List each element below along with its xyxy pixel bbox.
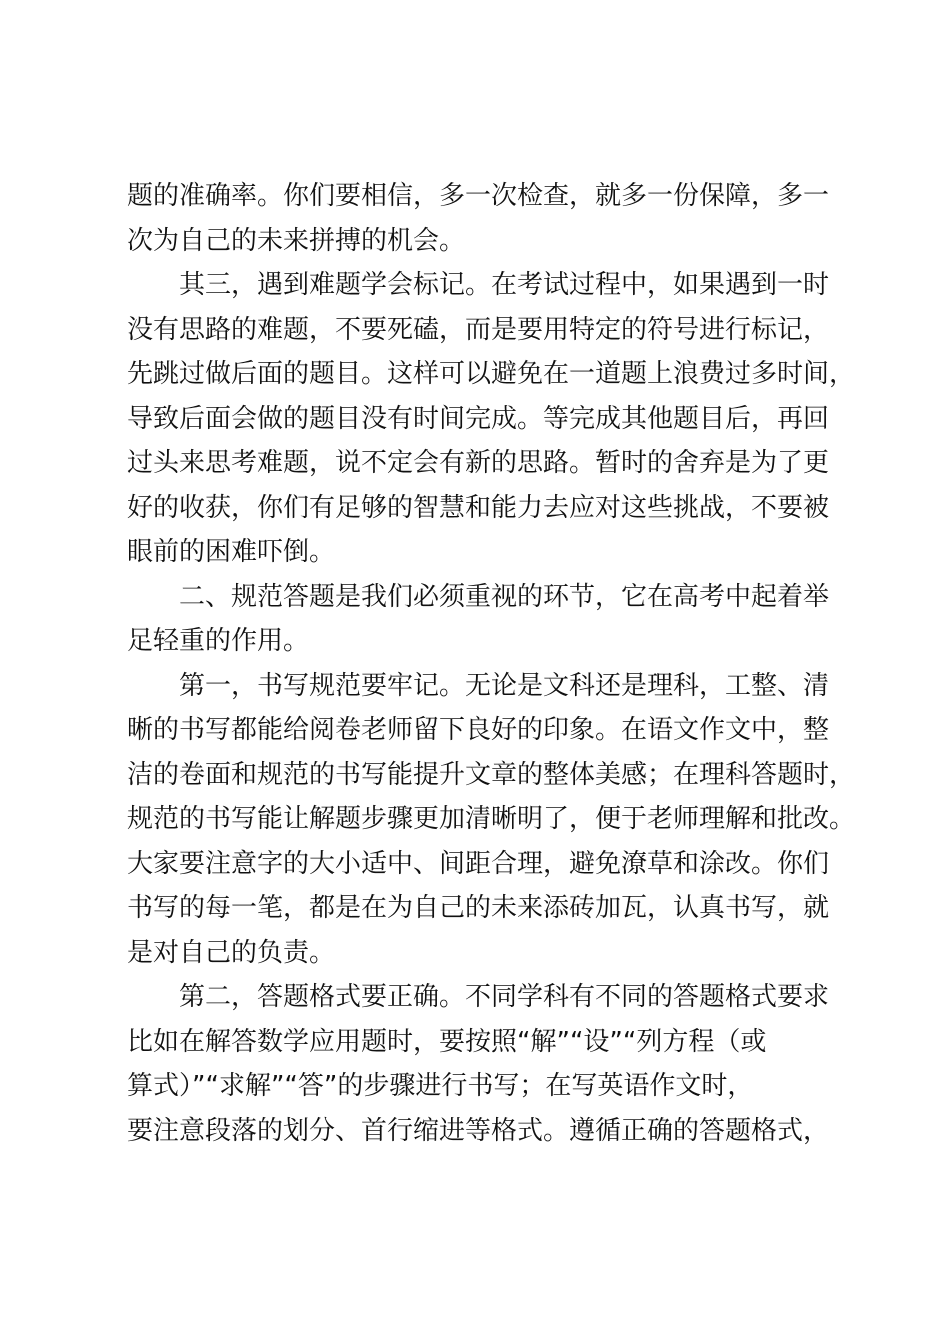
text-line: 洁的卷面和规范的书写能提升文章的整体美感；在理科答题时，: [127, 759, 856, 790]
paragraph-first-line: 第二，答题格式要正确。不同学科有不同的答题格式要求: [179, 982, 830, 1012]
text-line: 是对自己的负责。: [127, 937, 336, 968]
text-line: 要注意段落的划分、首行缩进等格式。遵循正确的答题格式，: [127, 1115, 830, 1146]
text-line: 晰的书写都能给阅卷老师留下良好的印象。在语文作文中，整: [127, 715, 830, 745]
paragraph-first-line: 第一，书写规范要牢记。无论是文科还是理科，工整、清: [179, 670, 830, 701]
section-heading-line: 二、规范答题是我们必须重视的环节，它在高考中起着举: [179, 581, 830, 612]
document-body: [127, 174, 856, 1153]
text-line: 比如在解答数学应用题时，要按照“解”“设”“列方程（或: [127, 1026, 767, 1057]
text-line: 导致后面会做的题目没有时间完成。等完成其他题目后，再回: [127, 403, 830, 434]
text-line: 先跳过做后面的题目。这样可以避免在一道题上浪费过多时间，: [127, 359, 856, 389]
text-line: 书写的每一笔，都是在为自己的未来添砖加瓦，认真书写，就: [127, 893, 830, 923]
text-line: 大家要注意字的大小适中、间距合理，避免潦草和涂改。你们: [127, 848, 830, 879]
text-line: 过头来思考难题，说不定会有新的思路。暂时的舍弃是为了更: [127, 448, 830, 478]
paragraph-first-line: 其三，遇到难题学会标记。在考试过程中，如果遇到一时: [179, 270, 830, 300]
text-line: 次为自己的未来拼搏的机会。: [127, 225, 466, 256]
text-line: 好的收获，你们有足够的智慧和能力去应对这些挑战，不要被: [127, 492, 830, 523]
text-line: 没有思路的难题，不要死磕，而是要用特定的符号进行标记，: [127, 314, 830, 345]
text-line: 算式）”“求解”“答”的步骤进行书写；在写英语作文时，: [127, 1071, 754, 1101]
text-line: 规范的书写能让解题步骤更加清晰明了，便于老师理解和批改。: [127, 804, 856, 834]
text-line: 眼前的困难吓倒。: [127, 537, 336, 567]
text-line: 题的准确率。你们要相信，多一次检查，就多一份保障，多一: [127, 181, 830, 211]
section-heading-line: 足轻重的作用。: [127, 626, 310, 656]
